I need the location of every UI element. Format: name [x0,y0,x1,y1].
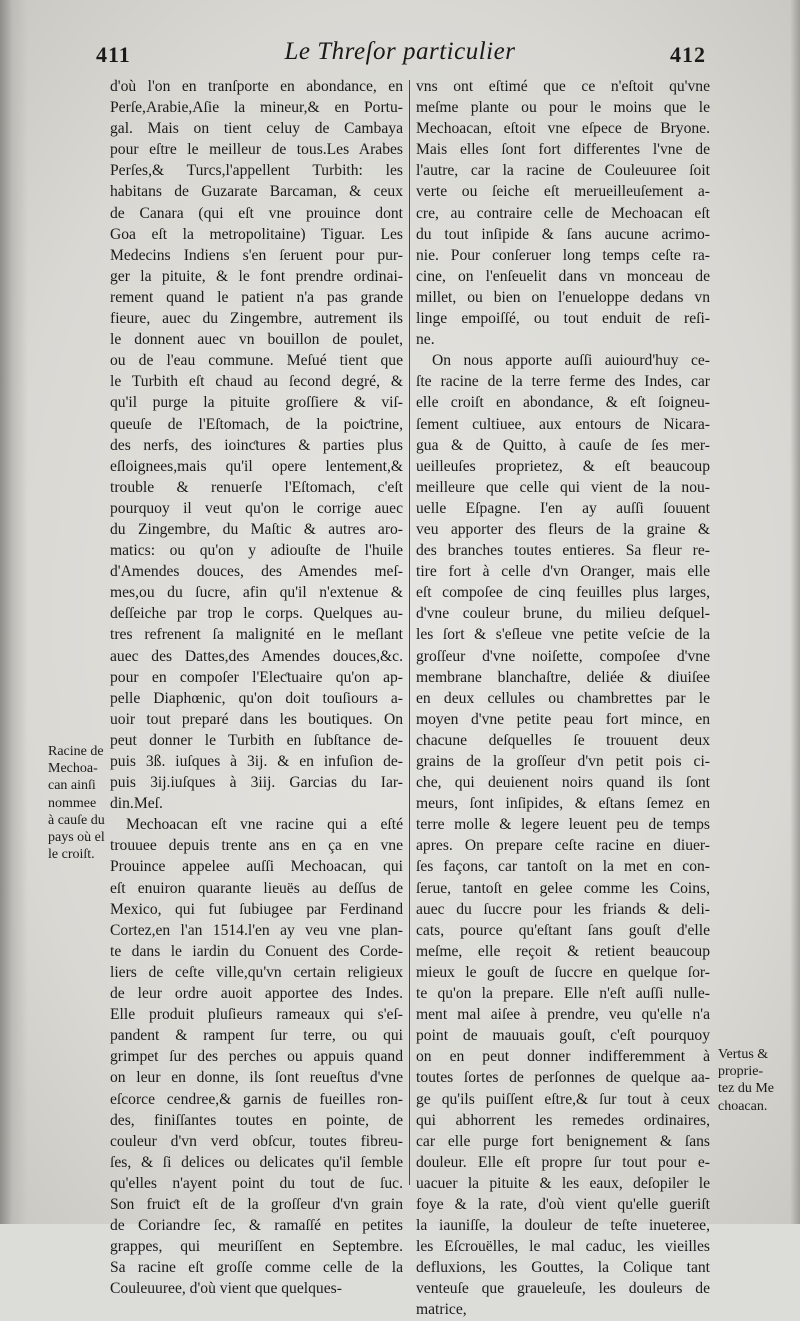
text-line: de Coriandre ſec, & ramaſſé en petites [110,1217,403,1235]
margin-note-line: proprie- [718,1064,764,1080]
text-line: car elle purge fort benignement & ſans [416,1132,710,1150]
text-line: uelle Eſpagne. I'en ay auſſi ſouuent [416,499,710,517]
text-line: puis 3ß. iuſques à 3ij. & en infuſion de- [110,753,403,770]
text-line: verte ou ſeiche eſt merueilleuſement a- [416,183,710,201]
text-line: gua & de Quitto, à cauſe de ſes mer- [416,436,710,454]
text-line: toutes ſortes de perſonnes de quelque aa- [416,1069,710,1087]
margin-note-line: à cauſe du [48,812,105,828]
text-line: ſement cultiuee, aux entours de Nicara- [416,415,710,433]
text-line: grappes, qui meuriſſent en Septembre. [110,1238,403,1256]
text-line: on en peut donner indifferemment à [416,1048,710,1066]
text-line: d'Amendes douces, des Amendes meſ- [110,563,403,581]
text-line: l'autre, car la racine de Couleuuree ſoit [416,162,710,180]
column-divider [409,80,410,1185]
text-line: mes,ou du ſucre, afin qu'il n'extenue & [110,584,403,602]
text-line: puis 3ij.iuſques à 3iij. Garcias du Iar- [110,774,403,792]
text-line: des nerfs, des ioinƈtures & parties plus [110,436,403,454]
text-line: Perſe,Arabie,Aſie la mineur,& en Portu- [110,99,403,117]
text-line: Son fruiƈt eſt de la groſſeur d'vn grain [110,1195,403,1213]
text-line: couleur d'vn verd obſcur, toutes fibreu- [110,1132,403,1150]
text-line: uoir tout preparé dans les boutiques. On [110,710,403,728]
text-line: queuſe de l'Eſtomach, de la poiƈtrine, [110,415,403,433]
text-line: ou de l'eau commune. Meſué tient que [110,352,403,370]
text-line: des, finiſſantes toutes en pointe, de [110,1111,403,1129]
text-line: matics: ou qu'on y adiouſte de l'huile [110,542,403,560]
text-line: du tout inſipide & ſans aucune acrimo- [416,225,710,243]
text-line: eſt compoſee de cinq feuilles plus larges, [416,584,710,602]
text-line: mieux le gouſt de ſuccre en quelque ſor- [416,963,710,981]
text-line: les Eſcrouëlles, le mal caduc, les vieilles [416,1238,710,1256]
running-title: Le Threſor particulier [284,38,516,65]
margin-note-line: Racine de [48,744,104,759]
text-line: te dans le iardin du Conuent des Corde- [110,942,403,960]
margin-note-line: choacan. [718,1098,768,1114]
text-line: membrane blanchaſtre, deliée & diuiſee [416,668,710,686]
text-line: point de mauuais gouſt, c'eſt pourquoy [416,1027,710,1045]
text-line: millet, ou bien on l'enueloppe dedans vn [416,288,710,306]
text-line: meilleure que celle qui vient de la nou- [416,478,710,496]
page-edge-shadow [790,0,800,1224]
text-line: foye & la rate, d'où vient qu'elle gueriſt [416,1195,710,1213]
text-line: nie. Pour conſeruer long temps ceſte ra- [416,246,710,264]
margin-note-line: Vertus & [718,1047,769,1062]
text-line: pour eſtre le meilleur de tous.Les Arabes [110,141,403,159]
text-line: ne. [416,331,435,349]
text-line: peut donner le Turbith en ſubſtance de- [110,731,403,749]
margin-note-line: nommee [48,795,97,811]
text-line: te qu'on la prepare. Elle n'eſt auſſi nulle- [416,985,710,1003]
text-line: qu'il purge la pituite groſſiere & viſ- [110,394,403,412]
text-line: chacune deſquelles ſe trouuent deux [416,731,710,749]
text-line: cine, on l'enſeuelit dans vn monceau de [416,267,710,285]
text-line: Mais elles ſont fort differentes l'vne de [416,141,710,159]
text-line: deſſeiche par trop le corps. Quelques au- [110,605,403,623]
text-line: On nous apporte auſſi auiourd'huy ce- [432,352,710,370]
text-line: fieure, auec du Zingembre, autrement ils [110,310,403,328]
text-line: venteuſe que graueleuſe, les douleurs de [416,1280,710,1298]
text-line: Perſes,& Turcs,l'appellent Turbith: les [110,162,403,180]
text-line: la iauniſſe, la douleur de teſte inueteree, [416,1217,710,1235]
text-line: Prouince appelee auſſi Mechoacan, qui [110,858,403,876]
margin-note-line: pays où el [48,830,105,846]
text-column-left [110,76,403,1299]
text-line: pourquoy il veut qu'on le corrige auec [110,499,403,517]
text-line: ment mal aiſee à prendre, veu qu'elle n'a [416,1006,710,1024]
text-line: le Turbith eſt chaud au ſecond degré, & [110,373,403,391]
text-line: meurs, ſont inſipides, & eſtans ſemez en [416,795,710,813]
text-line: Cortez,en l'an 1514.l'en ay veu vne plan- [110,921,403,939]
text-line: liers de ceſte ville,qu'vn certain religieux [110,963,403,981]
text-line: qui abhorrent les remedes ordinaires, [416,1111,710,1129]
text-line: cre, au contraire celle de Mechoacan eſt [416,204,710,222]
text-line: grains de la groſſeur d'vn petit pois ci- [416,753,710,770]
text-line: eſloignees,mais qu'il opere lentement,& [110,457,403,475]
text-line: on leur en donne, ils ſont reueſtus d'vne [110,1069,403,1087]
margin-note-line: tez du Me [718,1081,774,1097]
text-line: tres refrenent ſa malignité en le meſlant [110,626,403,644]
text-line: ſerue, tantoſt en gelee comme les Coins, [416,879,710,897]
text-line: les ſort & s'eſleue vne petite veſcie de la [416,626,710,644]
text-line: Couleuuree, d'où vient que quelques- [110,1280,342,1298]
text-line: eſt enuiron quarante lieuës au deſſus de [110,879,403,897]
text-line: uacuer la pituite & les eaux, deſopiler le [416,1174,710,1192]
text-line: Mechoacan eſt vne racine qui a eſté [126,816,403,834]
text-line: meſme plante ou pour le moins que le [416,99,710,117]
text-line: ger la pituite, & le font prendre ordinai- [110,267,403,285]
text-line: gal. Mais on tient celuy de Cambaya [110,120,403,138]
text-line: pelle Diaphœnic, qu'on doit touſiours a- [110,689,403,707]
text-line: din.Meſ. [110,795,163,813]
text-line: des branches toutes entieres. Sa fleur re- [416,542,710,560]
page-number-left: 411 [96,42,131,67]
text-line: ſte racine de la terre ferme des Indes, car [416,373,710,391]
text-line: de Canara (qui eſt vne prouince dont [110,204,403,222]
text-line: d'où l'on en tranſporte en abondance, en [110,78,403,95]
text-line: elle croiſt en abondance, & eſt ſoigneu- [416,394,710,412]
text-line: cats, pource qu'eſtant ſans gouſt d'elle [416,921,710,939]
margin-note-line: le croiſt. [48,847,95,863]
text-line: douleur. Elle eſt propre ſur tout pour e- [416,1153,710,1171]
text-line: ſes, & ſi delices ou delicates qu'il ſemble [110,1153,403,1171]
text-line: vns ont eſtimé que ce n'eſtoit qu'vne [416,78,710,95]
text-line: en deux cellules ou chambrettes par le [416,689,710,707]
page-number-right: 412 [670,42,706,67]
text-column-right [416,76,710,1321]
text-line: matrice, [416,1301,467,1319]
text-line: tire fort à celle d'vn Oranger, mais elle [416,563,710,581]
text-line: pandent & rampent ſur terre, ou qui [110,1027,403,1045]
text-line: auec du ſuccre pour les friands & deli- [416,900,710,918]
text-line: trouuee depuis trente ans en ça en vne [110,837,403,855]
margin-note-line: can ainſi [48,778,96,794]
text-line: Mechoacan, eſtoit vne eſpece de Bryone. [416,120,710,138]
text-line: moyen d'vne petite peau fort mince, en [416,710,710,728]
text-line: le donnent auec vn bouillon de poulet, [110,331,403,349]
text-line: trouble & renuerſe l'Eſtomach, c'eſt [110,478,403,496]
margin-note-mechoacan-virtues [718,1046,784,1115]
text-line: Medecins Indiens s'en ſeruent pour pur- [110,246,403,264]
text-line: de leur ordre auoit apportee des Indes. [110,985,403,1003]
text-line: ge qu'ils puiſſent eſtre,& ſur tout à ceux [416,1090,710,1108]
text-line: Elle produit pluſieurs rameaux qui s'eſ- [110,1006,403,1024]
text-line: Mexico, qui fut ſubiugee par Ferdinand [110,900,403,918]
text-line: veu apporter des fleurs de la graine & [416,520,710,538]
text-line: pour en compoſer l'Eleƈtuaire qu'on ap- [110,668,403,686]
text-line: qu'elles n'ayent point du tout de ſuc. [110,1174,403,1192]
text-line: apres. On prepare ceſte racine en diuer- [416,837,710,855]
text-line: Sa racine eſt groſſe comme celle de la [110,1259,403,1277]
page-gutter-shadow [0,0,28,1224]
text-line: ſes façons, car tantoſt on la met en con- [416,858,710,876]
text-line: auec des Dattes,des Amendes douces,&c. [110,647,403,665]
text-line: grimpet ſur des perches ou appuis quand [110,1048,403,1066]
text-line: habitans de Guzarate Barcaman, & ceux [110,183,403,201]
text-line: groſſeur d'vne noiſette, compoſee d'vne [416,647,710,665]
text-line: meſme, elle reçoit & retient beaucoup [416,942,710,960]
text-line: terre molle & legere leuent peu de temps [416,816,710,834]
margin-note-mechoacan-name [48,743,108,863]
text-line: linge empoiſſé, ou tout enduit de reſi- [416,310,710,328]
text-line: che, qui deuienent noirs quand ils ſont [416,774,710,792]
text-line: d'vne couleur brune, du milieu deſquel- [416,605,710,623]
text-line: du Zingembre, du Maſtic & autres aro- [110,520,403,538]
text-line: eſcorce cendree,& garnis de fueilles ron- [110,1090,403,1108]
text-line: defluxions, les Gouttes, la Colique tant [416,1259,710,1277]
text-line: ueilleuſes proprietez, & eſt beaucoup [416,457,710,475]
text-line: Goa eſt la metropolitaine) Tiguar. Les [110,225,403,243]
text-line: rement quand le patient n'a pas grande [110,288,403,306]
margin-note-line: Mechoa- [48,761,98,777]
